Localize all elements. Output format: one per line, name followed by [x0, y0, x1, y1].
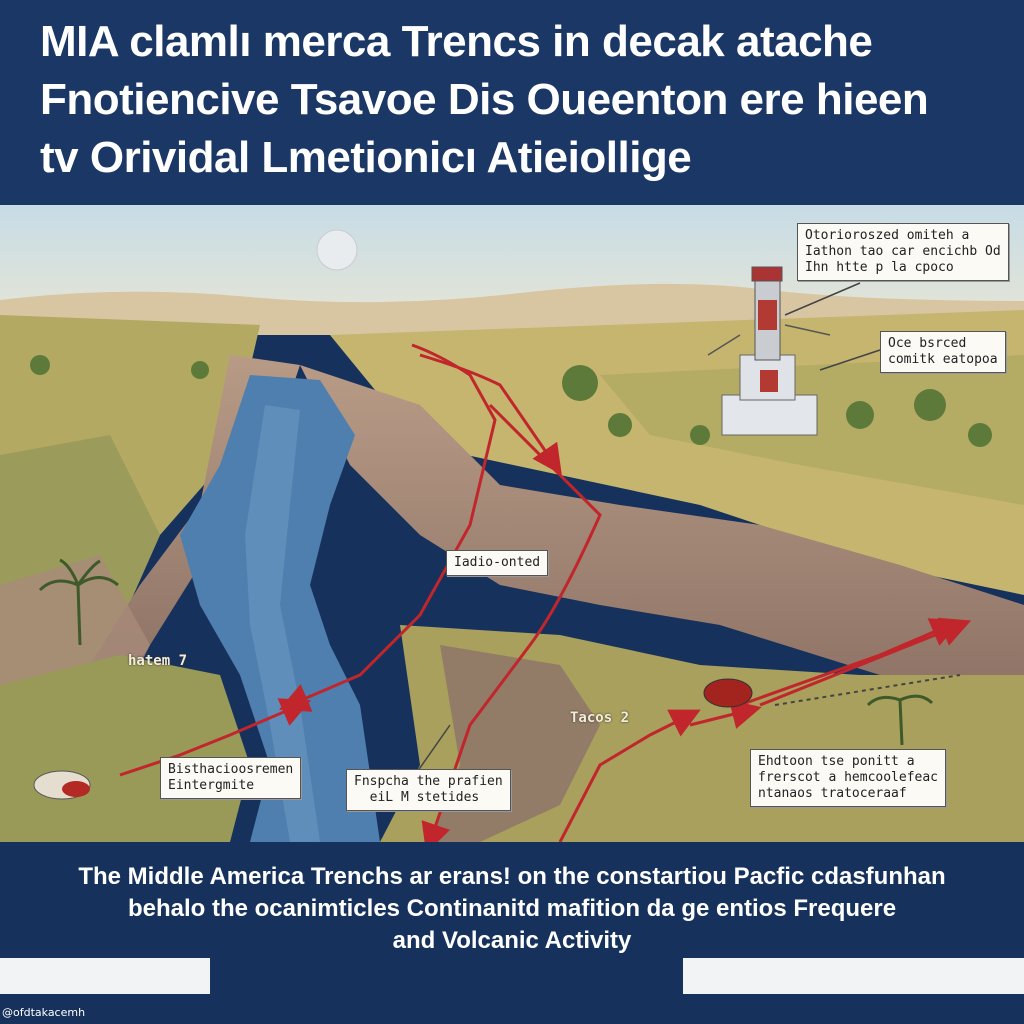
trench-illustration [0, 205, 1024, 842]
title-line-3: tv Orividal Lmetionicı Atieiollige [40, 133, 692, 182]
credit-text: @ofdtakacemh [2, 1006, 86, 1019]
callout-center: Iadio-onted [446, 550, 548, 576]
callout-bottom-center: Fnspcha the prafien eiL M stetides [346, 769, 511, 811]
footer-panel-right [683, 958, 1024, 994]
title-line-1: MIA clamlı merca Trencs in decak atache [40, 17, 873, 66]
map-label-left: hatem 7 [128, 653, 188, 669]
caption-footer [0, 842, 1024, 1024]
callout-top-right: Otorioroszed omiteh a Iathon tao car encichb Od Ihn htte p la cpoco [797, 223, 1009, 281]
moon-icon [317, 230, 357, 270]
foreground-left [0, 655, 250, 842]
caption-line-3: and Volcanic Activity [392, 927, 632, 954]
callout-bottom-right: Ehdtoon tse ponitt a frerscot a hemcoolefeac ntanaos tratoceraaf [750, 749, 946, 807]
title-line-2: Fnotiencive Tsavoe Dis Oueenton ere hieen [40, 75, 929, 124]
caption-line-2: behalo the ocanimticles Continanitd mafition da ge entios Frequere [127, 895, 897, 922]
title-banner [0, 0, 1024, 205]
landscape-drawing [0, 205, 1024, 842]
vehicle-icon [704, 679, 752, 707]
map-label-center: Tacos 2 [570, 710, 630, 726]
footer-panel-left [0, 958, 210, 994]
callout-right: Oce bsrced comitk eatopoa [880, 331, 1006, 373]
caption-line-1: The Middle America Trenchs ar erans! on the constartiou Pacfic cdasfunhan [78, 863, 946, 890]
callout-bottom-left: Bisthacioosremen Eintergmite [160, 757, 301, 799]
